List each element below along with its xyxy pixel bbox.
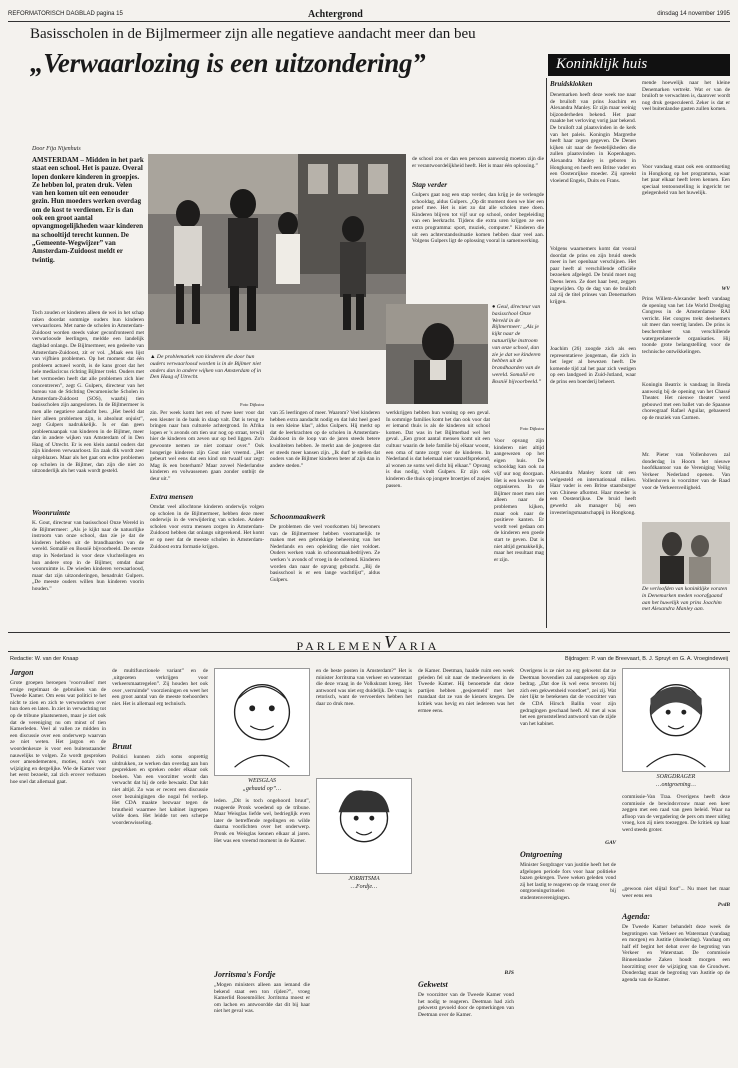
gekwetst-text: De voorzitter van de Tweede Kamer vond het nodig te reageren. Deetman had zich gekwetst gevoeld door de opmerkingen van Deetman over de Kamer.: [418, 992, 514, 1018]
article-col5c-text: Voor opvang zijn kinderen niet altijd aangewezen op het eigen huis. De schooldag kan ook na vijf uur nog doorgaan. Het is een kwestie van organiseren. In de Bijlmer moet men niet alleen naar de problemen kijken, maar ook naar de positieve kanten. Er wordt veel gedaan om de kinderen een goede start te geven. Dat is niet altijd gemakkelijk, maar het resultaat mag er zijn.: [494, 438, 544, 563]
bottom-col7: commissie-Van Traa. Overigens heeft deze commissie de bewindsvrouw maar een keer zeggen met een raad van geen beleid. Waar na afloop van de vergadering de pers om meer uitleg vroeg, kon zij niets toezeggen. De kritiek op haar werd steeds groter.: [622, 794, 730, 833]
kh-title-k: K: [556, 56, 567, 72]
weisglas-cartoon-art: [215, 669, 309, 775]
jargon-text: Grote groepen beroepen 'voorvallen' met ernige regelmaat de gebruiken van de Tweede Kamer. Om eens wat politici te het nicht te zien en zich te verwonderen over hun doen en laten. In ziet in verwachting tot op de tribune plaatsnemen, maar je ziet ook dat de vereniging nu om minst of tien Kamerleden. Veel al vallen ze midden in een discussie over een onderwerp waarvan ze niet weten. Het jargon en de woordenkeuze is voor een buitenstaander nauwelijks te volgen. Zo wordt gesproken over amendementen, moties, nota's van wijziging en dergelijke. Wie de Kamer voor het eerst bezoekt, zal zich erover verbazen hoe snel dat allemaal gaat.: [10, 680, 106, 785]
subhead-woonruimte: Woonruimte: [32, 508, 71, 517]
bottom-col7b: „gewoon niet slijtal fout”... Nu moet het maar weer eens een: [622, 886, 730, 899]
fordje-text: „Mogen ministers alleen aan iemand die bekend staat een ton rijden?”, vroeg Kamerlid Rosenmöller. Jorritsma moest er om lachen en antwoordde dat dit bij haar niet het geval was.: [214, 982, 310, 1015]
article-col1-text: Toch zouden er kinderen alleen de wei in het schap raken doordat sommige ouders hun kinderen verwaarlozen. Met name de scholen in Amsterdam-Zuidoost worden steeds vaker geconfronteerd met verwarloosde leerlingen, meldde een landelijk dagblad onlangs. De Bijlmermeer, een gedeelte van Amsterdam-Zuidoost, zit er vol. „Maak een lijst van vijfhien problemen. Op het moment dat één probleem actueel wordt, is de kans groot dat het hele mediacircus richting Bijlmer trekt. Ouders met het vermoeden heeft dat alle problemen zich hier concentreren”, zegt G. Gulpers, directeur van het bureau van de Stichting Oecumenische Scholen in Amsterdam-Zuidoost (SOS), waarbij tien basisscholen zijn aangesloten. In de Bijlmermeer is men alle negatieve aandacht beu. „Het beeld dat hier alleen problemen zijn, is absoluut onjuist”, zegt Gulpers nadrukkelijk. Is er dan geen probleemaanpak van kinderen in de Bijlmer, meer dan in andere wijken van Amsterdam of in Den Haag of Utrecht. Er is een klein aantal ouders dat zijn kinderen verwaarloost. En zaak dik wordt zeer uitgeblazen. Maar als het gaat om echte problemen op scholen in de Bijlmer, dan zijn die niet zo uitzonderlijk als het vaak wordt gesteld.: [32, 310, 144, 475]
jorritsma-cartoon-art: [317, 779, 411, 873]
kh-text4: Alexandra Manley komt uit een welgesteld en internationaal milieu. Haar vader is een Britse staatsburger van Chinese afkomst. Haar moeder is een Oostenrijkse. De bruid heeft gewerkt als manager bij een investeringsmaatschappij in Hongkong.: [550, 470, 636, 516]
column-divider: [546, 78, 547, 628]
article-col2-text: zin. Per week komt het een of twee keer voor dat een kleuter in de bank in slaap valt. Dat is terug te bringen naar hun culturele achtergrond. In Afrika lopen er 's avonds om tien uur nog op straat, terwijl hier de kinderen om zeven uur op bed liggen. Zo'n gewoonte nemen ze niet zomaar over.” Ook hongerige kinderen zijn Gout niet vreemd. „Het gebeurt wel eens dat een kind om twaalf uur zegt: Mag ik een boterham? Maar zoveel Nederlandse kinderen en volwassenen gaan zonder ontbijt de deur uit.”: [150, 410, 264, 482]
header-left: REFORMATORISCH DAGBLAD pagina 15: [8, 11, 123, 17]
sorgdrager-cartoon-art: [623, 669, 729, 771]
photo2-credit: Foto Dijkstra: [520, 426, 544, 431]
page-header: [8, 8, 730, 22]
kh-text1: Denemarken heeft deze week toe naar de bruiloft van prins Joachim en Alexandra Manley. Er zijn maar weinig bijzonderheden bekend. Het paar maakte het verloving vorig jaar bekend. De bruiloft zal plaatsvinden in de kerk van het paleis. Koningin Margrethe heeft haar zegen gegeven. De Denen kijken uit naar de feestelijkheden die zullen plaatsvinden in Kopenhagen. Alexandra Manley is geboren in Hongkong en heeft een Britse vader en een Oostenrijkse moeder. Zij spreekt vloeiend Engels, Duits en Frans.: [550, 92, 636, 184]
director-geul-photo: [386, 304, 488, 404]
article-byline: Door Fija Nijenhuis: [32, 146, 81, 152]
bottom-col5: de Kamer. Deetman, haalde ruim een week geleden fel uit naar de medewerkers in de Tweede Kamer. Hij benoemde dat deze partijen hebben ‚gesjoemeld’ met het mandaat dat ze van de kiezers kregen. De kritiek was hevig en niet iedereen was het ermee eens.: [418, 668, 514, 714]
redactie-line: Redactie: W. van der Knaap: [10, 656, 79, 662]
bottom-col3: leden. „Dit is toch ongehoord bruut”, reageerde Pronk woedend op de tribune. Maar Weisglas liefde wel, bedrieglijk even later de betreffende regelingen en wilde daarna voorlichten over het onderwerp. Pronk en Weisglas kennen elkaar al jaren. Het was een vreemd moment in de Kamer.: [214, 798, 310, 844]
ontgroening-text: Minister Sorgdrager van justitie heeft het de afgelopen periode fors voor haar politieke bazen gekregen. Twee weken geleden vond zij het lastig te reageren op de vraag over de ontgroeningsrituelen bij studentenverenigingen.: [520, 862, 616, 901]
heading-fordje: Jorritsma's Fordje: [214, 970, 276, 979]
sorgdrager-cartoon-sub: …ontgroening…: [656, 782, 696, 788]
newspaper-page: [8, 8, 730, 1060]
heading-bruut: Bruut: [112, 742, 132, 751]
weisglas-cartoon-sub: „gehaaid op”…: [242, 786, 282, 792]
bottom-col6: Overigens is ze niet zo erg gekwetst dat ze Deetman bovendien zal aanspreken op zijn bedrag. „Dat doe ik wel eens tevoren bij zich een gekwetsheid voordoet”, zei zij. Wat niet lijkt te betekenen dat de voorzitter van de CDA Hirsch Ballin voor zijn gedragingen geschaad heeft. Al met al was het een geruststellend antwoord van de zijde van het kabinet.: [520, 668, 616, 727]
jorritsma-cartoon-sub: …Fordje…: [350, 884, 378, 890]
article-lead: AMSTERDAM – Midden in het park staat een school. Het is pauze. Overal lopen donkere kinderen in groepjes. Ze hebben lol, praten druk. Velen van hen komen uit een eenouder gezin. Hun moeders werken overdag om de kost te verdienen. Er is dan ook een groot aantal opvangmogelijkheden waar kinderen na schooltijd terecht kunnen. De „Gemeente-Wegwijzer” van Amsterdam-Zuidoost meldt er twintig.: [32, 156, 144, 264]
photo2-caption: ● Geul, directeur van basisschool Onze Wereld in de Bijlmermeer: „Als je kijkt naar de natuurlijke instroom van onze school, dan zie je dat we kinderen hebben uit de brandhaarden van de wereld. Somalië en Bosnië bijvoorbeeld.”: [492, 304, 542, 385]
bottom-col2: de multifunctionele variant” en de ‚uitgezeten verkrijgen voor verkeersmaatregelen”. Zij houden het ook over ‚verruimde” voorzieningen en weet het een groot aantal van de meeste toehoorders niet. Het is allemaal erg technisch.: [112, 668, 208, 707]
royal-photo-caption: De verloofden van koninklijke vorsten in Denemarken meden voorafgaand aan het huwelijk van prins Joachim met Alexandra Manley aan.: [642, 586, 728, 613]
subhead-bruidsklokken: Bruidsklokken: [550, 80, 593, 88]
heading-jargon: Jargon: [10, 668, 34, 677]
royal-couple-photo: [642, 522, 730, 584]
article-col3b-text: De problemen die veel voorkomen bij bewoners van de Bijlmermeer hebben voornamelijk te maken met een gebrekkige beheersing van het Nederlands en een opleiding die niet voldoet. Ouders werken vaak in schoonmaakbedrijven. Ze werken 's avonds of vroeg in de ochtend. Kinderen worden dan naar de opvang gebracht. „Bij de basisschool is er een lange wachtlijst”, aldus Gulpers.: [270, 524, 380, 583]
kh-text6: Voor vandaag staat ook een ontmoeting in Hongkong op het programma, waar het paar elkaar heeft leren kennen. Een speciaal tentoonstelling is ingericht ter gelegenheid van het huwelijk.: [642, 164, 730, 197]
weisglas-cartoon-title: WEISGLAS: [248, 778, 276, 784]
article-kicker: Basisscholen in de Bijlmermeer zijn alle negatieve aandacht meer dan beu: [30, 26, 476, 42]
article-col5b-text: Gulpers gaat nog een stap verder, dan krijg je de verlengde schooldag, aldus Gulpers. „Op dit moment doen we hier een proef mee. Het is niet zo dat alle scholen mee doen. Kinderen blijven tot vijf uur op school, onder begeleiding van een leerkracht. Tijdens die extra uren krijgen ze een extra programma: sport, muziek, computer.” Kinderen die uit een achterstandssituatie komen hebben daar veel aan. Volgens Gulpers ligt de oplossing vooral in samenwerking.: [412, 192, 544, 245]
sorgdrager-cartoon-title: SORGDRAGER: [656, 774, 696, 780]
heading-ontgroening: Ontgroening: [520, 850, 563, 859]
jorritsma-cartoon-title: JORRITSMA: [348, 876, 380, 882]
photo1-credit: Foto Dijkstra: [240, 402, 264, 407]
kh-text9: Mr. Pieter van Vollenhoven zal donderdag in Hoorn het nieuwe hoofdkantoor van de Vereniging Veilig Verkeer Nederland openen. Van Vollenhoven is voorzitter van de Raad voor de Verkeersveiligheid.: [642, 452, 730, 491]
article-col4-text: werkkrijgen hebben hun woning op een geval. In sommige families komt het dan ook voor dat er iemand thuis is als de kinderen uit school komen. Dat was in het Bijlmerbad wel het geval. „Een groot aantal mensen komt uit een cultuur waarin de hele familie bij elkaar woont, een oma of tante zorgt voor de kinderen. In Nederland is dat helemaal niet vanzelfsprekend, al wonen ze soms wel dicht bij elkaar.” Opvang is dus nodig, vindt Gulpers. Er zijn ook kinderen die thuis op jongere broertjes of zusjes passen.: [386, 410, 490, 489]
kh-text5: mende hoewelijk naar het kleine Denemarken vertrekt. Wat er van de bruiloft te verwachten is, daarover wordt nog druk gespeculeerd. Zeker is dat er veel buitenlandse gasten zullen komen.: [642, 80, 730, 113]
heading-agenda: Agenda:: [622, 912, 650, 921]
bruut-text: Politici kunnen zich soms onprettig uitdrukken, ze werken dan overdag aan hun gesprekken en spreken onder elkaar ook boeken. Van een voorzitter wordt dan verwacht dat hij de orde bewaakt. Dat lukt niet altijd. Zo was er recent een discussie over bezuinigingen die nogal fel verliep. Het CDA maakte bezwaar tegen de bruutheid waarmee het kabinet ingrepen wilde doen. Het leidde tot een scherpe woordenwisseling.: [112, 754, 208, 826]
sig-gav: GAV: [605, 840, 616, 846]
article-col2b-text: Omdat veel allochtone kinderen onderwijs volgen op scholen in de Bijlmermeer, hebben deze meer onderwijs in de verwijdering van scholen. Andere scholen voor extra mensen zorgen in Amsterdam-Zuidoost hebben dat onlangs uitgerekend. Het komt er op neer dat de meeste scholen in Amsterdam-Zuidoost extra formatie krijgen.: [150, 504, 264, 550]
header-date: dinsdag 14 november 1995: [657, 11, 730, 17]
bottom-col4: en de beste posten in Amsterdam?” Het is minister Jorritsma van verkeer en waterstaat die deze vraag in de Volkskrant kreeg. Het antwoord was niet erg duidelijk. De vraag is retorisch, want de vervoerders hebben het daar zo druk mee.: [316, 668, 412, 707]
parlementaria-title: [258, 634, 478, 651]
article-col3-text: van 35 leerlingen of meer. Waarom? Veel kinderen hebben extra aandacht nodig en dat lukt heel goed in een kleine klas”, aldus Gulpers. Hij merkt op dat de leerkrachten op de scholen in Amsterdam-Zuidoost in de loop van de jaren steeds betere kwaliteiten hebben. Je merkt aan de jongeren dat er steeds meer kansen zijn. „Ik durf te stellen dat ouders van de Bijlmer kinderen beter af zijn dan in andere steden.”: [270, 410, 380, 469]
article-col1b-text: K. Gout, directeur van basisschool Onze Wereld in de Bijlmermeer: „Als je kijkt naar de natuurlijke instroom van onze school, dan zie je dat de kinderen hebben uit de brandhaarden van de wereld. Somalië en Bosnië bijvoorbeeld. De eerste stop in Nederland is voor deze vluchtelingen en hun andere stop in de Bijlmer, omdat daar woonruimte is. De wieden kinderen verwaarloosd, maar dat zijn uitzonderingen, benadrukt Gulpers. „De meeste ouders willen hun kinderen voorin houden.”: [32, 520, 144, 592]
bijdragen-line: Bijdragen: P. van de Breevaart, B. J. Spruyt en G. A. Vroegindeweij: [565, 656, 728, 662]
weisglas-cartoon: [214, 668, 310, 776]
sig-pvdb: PvdB: [717, 902, 730, 908]
sorgdrager-cartoon: [622, 668, 730, 772]
koninklijk-huis-title: [548, 54, 730, 76]
schoolyard-photo-art: [148, 154, 406, 350]
kh-sig-wv: WV: [721, 286, 730, 292]
article-headline: „Verwaarlozing is een uitzondering”: [30, 48, 426, 78]
kh-title-rest: oninklijk huis: [566, 56, 648, 72]
photo1-caption: ▲ De problematiek van kinderen die door hun ouders verwaarloosd worden is in de Bijlmer niet anders dan in andere wijken van Amsterdam of in Den Haag of Utrecht.: [150, 354, 262, 381]
schoolyard-photo: [148, 154, 406, 350]
kh-text7: Prins Willem-Alexander heeft vandaag de opening van het 14e World Dredging Congress in de Amsterdamse RAI verricht. Het congres trekt deelnemers uit meer dan veertig landen. De prins is beschermheer van verschillende watergerelateerde organisaties. Hij toonde grote belangstelling voor de technische ontwikkelingen.: [642, 296, 730, 355]
agenda-text: De Tweede Kamer behandelt deze week de begrotingen van Verkeer en Waterstaat (vandaag en morgen) en Justitie (donderdag). Vandaag om half elf begint het debat over de begroting van Verkeer en Waterstaat. De commissie Binnenlandse Zaken houdt morgen een hoorzitting over de wijziging van de Grondwet. Donderdag staat de begroting van Justitie op de agenda van de Kamer.: [622, 924, 730, 983]
director-photo-art: [386, 304, 488, 404]
kh-text8: Koningin Beatrix is vandaag in Breda aanwezig bij de opening van het Chassé Theater. Het nieuwe theater werd gebouwd met een ballet van de Spaanse choreograaf Rafael Aguilar, gebaseerd op de muziek van Carmen.: [642, 382, 730, 421]
header-section: Achtergrond: [308, 9, 363, 20]
kh-text3: Joachim (26) zoogde zich als een representatieve jongeman, die zich in het leger al bewezen heeft. De komende tijd zal het paar zich vestigen op een landgoed in Zuid-Jutland, waar de prins een boerderij beheert.: [550, 346, 636, 385]
subhead-stap-verder: Stap verder: [412, 180, 448, 189]
subhead-extra-mensen: Extra mensen: [150, 492, 194, 501]
parlementaria-banner: [8, 632, 730, 652]
pv-left: PARLEMEN: [296, 639, 385, 653]
subhead-schoonmaakwerk: Schoonmaakwerk: [270, 512, 326, 521]
royal-photo-art: [642, 522, 730, 584]
pv-v: V: [384, 632, 399, 652]
article-col5-text: de school zou er dan een persoon aanwezig moeten zijn die er verantwoordelijkheid heeft. Het is maar één oplossing.”: [412, 156, 544, 169]
heading-gekwetst: Gekwetst: [418, 980, 448, 989]
jorritsma-cartoon: [316, 778, 412, 874]
kh-text2: Volgens waarnemers komt dat vooral doordat de prins en zijn bruid steeds meer in het openbaar verschijnen. Het paar heeft al verschillende officiële bezoeken afgelegd. De bruid moet nog Deens leren. Ze doet haar best, zeggen ingewijden. Op de dag van de bruiloft zal zij de titel prinses van Denemarken krijgen.: [550, 246, 636, 305]
pv-right: ARIA: [398, 639, 440, 653]
sig-bjs: BJS: [504, 970, 514, 976]
